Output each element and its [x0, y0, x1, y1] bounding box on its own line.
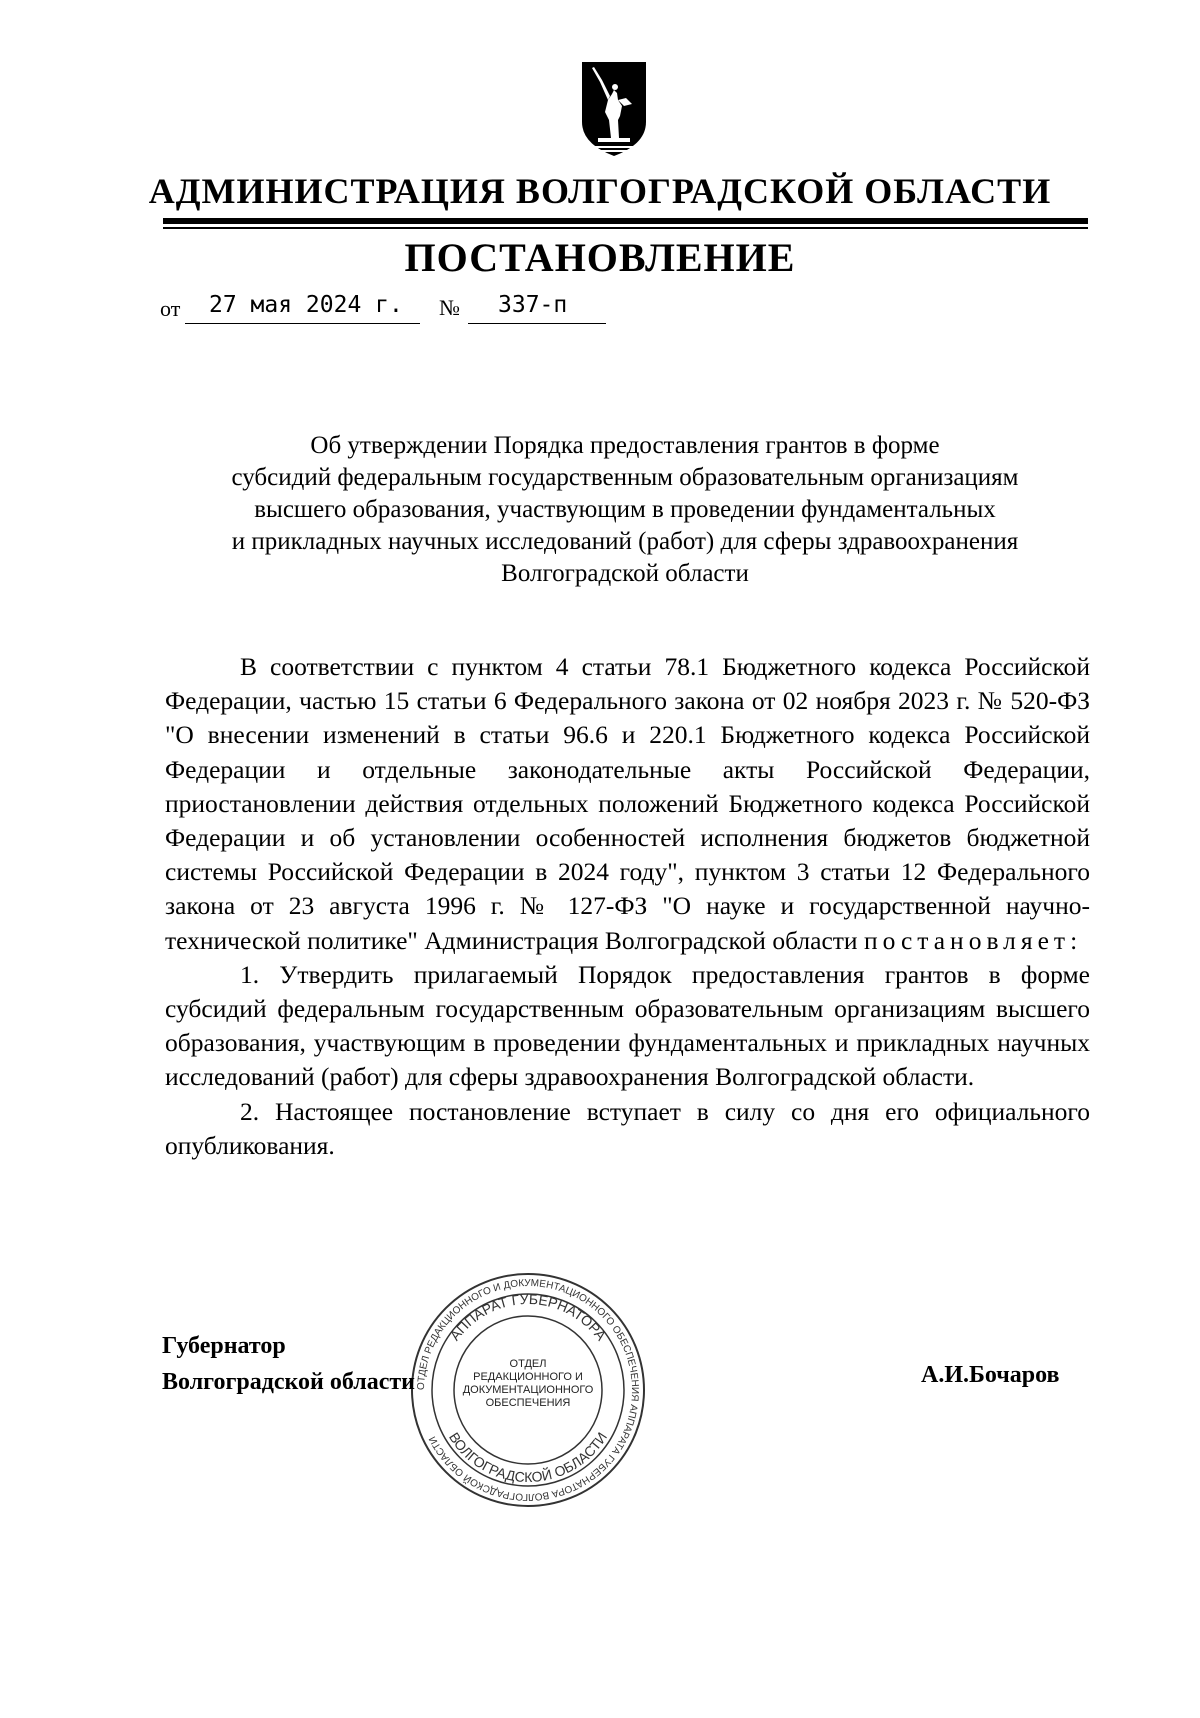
subject-line: высшего образования, участвующим в проведении фундаментальных — [254, 496, 996, 523]
subject-line: субсидий федеральным государственным образовательным организациям — [231, 464, 1019, 491]
seal-inner-line: РЕДАКЦИОННОГО И — [473, 1371, 583, 1383]
document-number: 337-п — [468, 292, 606, 324]
organization-title: АДМИНИСТРАЦИЯ ВОЛГОГРАДСКОЙ ОБЛАСТИ — [148, 171, 1052, 211]
subject-line: Волгоградской области — [501, 560, 749, 587]
header-rule-thick — [163, 218, 1088, 224]
seal-inner-line: ОТДЕЛ — [509, 1358, 547, 1370]
decree-item-1: 1. Утвердить прилагаемый Порядок предоставления грантов в форме субсидий федеральным государственным образовательным организациям высшего образования, участвующим в проведении фундаментальных и прикладных научных исследований (работ) для сферы здравоохранения Волгоградской области. — [165, 959, 1090, 1092]
decree-word: постановляет: — [863, 925, 1083, 955]
signatory-title-line: Губернатор — [162, 1333, 286, 1359]
signatory-name: А.И.Бочаров — [921, 1362, 1060, 1388]
header-rule-thin — [163, 227, 1088, 229]
seal-bottom-text: ВОЛГОГРАДСКОЙ ОБЛАСТИ — [445, 1429, 611, 1486]
preamble-paragraph — [165, 650, 1090, 958]
preamble-text: В соответствии с пунктом 4 статьи 78.1 Бюджетного кодекса Российской Федерации, частью 15 статьи 6 Федерального закона от 02 ноября 2023 г. № 520-ФЗ "О внесении изменений в статьи 96.6 и 220.1 Бюджетного кодекса Российской Федерации и отдельные законодательные акты Российской Федерации, приостановлении действия отдельных положений Бюджетного кодекса Российской Федерации и об установлении особенностей исполнения бюджетов бюджетной системы Российской Федерации в 2024 году", пунктом 3 статьи 12 Федерального закона от 23 августа 1996 г. № 127-ФЗ "О науке и государственной научно-технической политике" Администрация Волгоградской области — [165, 652, 1090, 955]
coat-of-arms-icon — [578, 60, 650, 160]
document-type: ПОСТАНОВЛЕНИЕ — [404, 235, 796, 280]
document-date: 27 мая 2024 г. — [185, 292, 420, 324]
document-subject — [165, 430, 1085, 590]
signatory-title-line: Волгоградской области — [162, 1369, 415, 1395]
seal-inner-line: ДОКУМЕНТАЦИОННОГО — [462, 1384, 594, 1396]
seal-top-text: АППАРАТ ГУБЕРНАТОРА — [446, 1290, 610, 1344]
date-label: от — [160, 296, 181, 321]
seal-inner-line: ОБЕСПЕЧЕНИЯ — [485, 1397, 571, 1409]
subject-line: Об утверждении Порядка предоставления грантов в форме — [310, 432, 940, 459]
seal-center-text — [453, 1358, 603, 1410]
seal-outer-text: ОТДЕЛ РЕДАКЦИОННОГО И ДОКУМЕНТАЦИОННОГО ОБЕСПЕЧЕНИЯ АППАРАТА ГУБЕРНАТОРА ВОЛГОГРАДСКОЙ ОБЛАСТИ — [415, 1277, 641, 1503]
decree-item-2: 2. Настоящее постановление вступает в силу со дня его официального опубликования. — [165, 1096, 1090, 1160]
document-body — [165, 650, 1090, 1163]
number-label: № — [439, 295, 460, 320]
signatory-title — [162, 1328, 415, 1400]
subject-line: и прикладных научных исследований (работ) для сферы здравоохранения — [231, 528, 1019, 555]
